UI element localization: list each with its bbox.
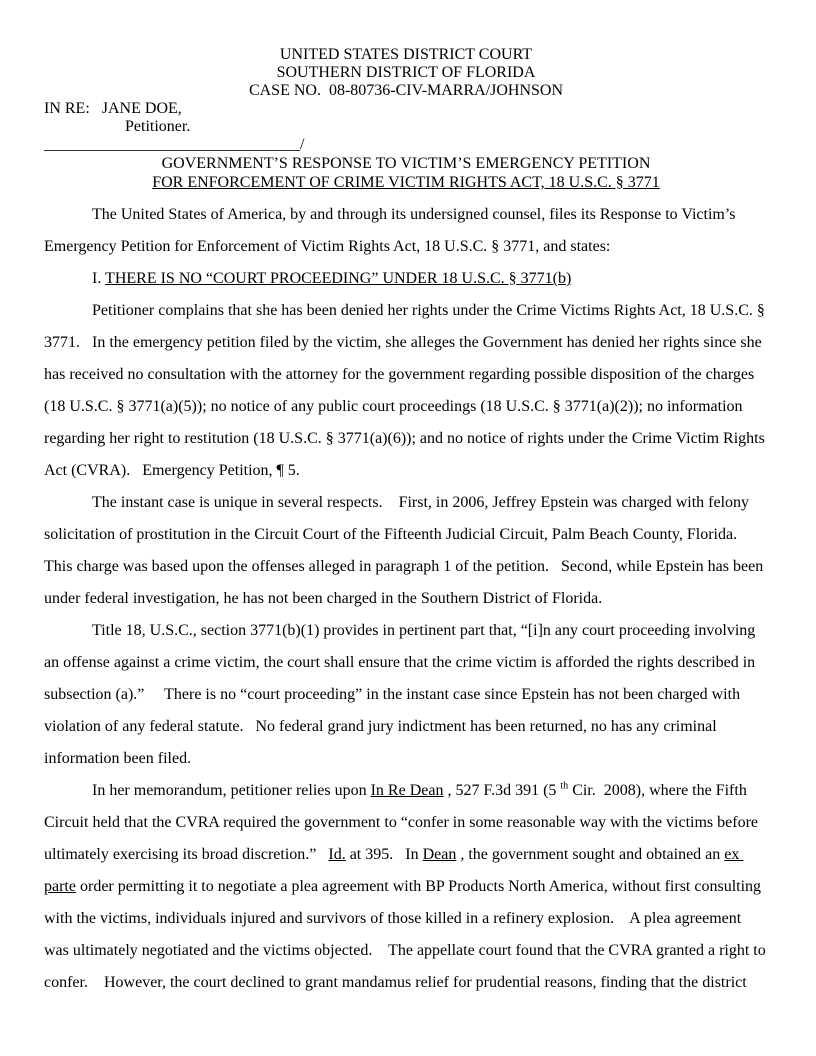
case-caption — [44, 100, 768, 154]
text-segment: In her memorandum, petitioner relies upon — [92, 782, 371, 799]
paragraph-in-re-dean — [44, 775, 768, 999]
text-segment: The United States of America, by and through its undersigned counsel, files its Response to Victim’s Emergency Petition for Enforcement of Victim Rights Act, 18 U.S.C. § 3771, and states: — [44, 206, 740, 255]
paragraph-intro — [44, 199, 768, 263]
caption-separator: ________________________________/ — [44, 136, 305, 153]
text-segment: order permitting it to negotiate a plea agreement with BP Products North America, without first consulting with the victims, individuals injured and survivors of those killed in a refinery explosion. A plea agreement was ultimately negotiated and the victims objected. The appellate court found that the CVRA granted a right to confer. However, the court declined to grant mandamus relief for prudential reasons, finding that the district — [44, 878, 770, 991]
underlined-text: Id. — [328, 846, 346, 863]
text-segment: , 527 F.3d 391 (5 — [443, 782, 561, 799]
paragraph-instant-case — [44, 487, 768, 615]
underlined-text: Dean — [422, 846, 457, 863]
text-segment: Cir. 2008), where the Fifth Circuit held that the CVRA required the government to “confer in some reasonable way with the victims before ultimately exercising its broad discretion.” — [44, 782, 763, 863]
text-segment: at 395. In — [345, 846, 423, 863]
underlined-text: THERE IS NO “COURT PROCEEDING” UNDER 18 U.S.C. § 3771(b) — [105, 270, 572, 287]
document-title-line1: GOVERNMENT’S RESPONSE TO VICTIM’S EMERGENCY PETITION — [161, 155, 651, 172]
underlined-text: In Re Dean — [370, 782, 444, 799]
document-title — [44, 154, 768, 192]
superscript-text: th — [560, 780, 569, 792]
document-body — [44, 199, 768, 999]
text-segment: Title 18, U.S.C., section 3771(b)(1) provides in pertinent part that, “[i]n any court proceeding involving an offense against a crime victim, the court shall ensure that the crime victim is afforded the rights described in subsection (a).” There is no “court proceeding” in the instant case since Epstein has not been charged with violation of any federal statute. No federal grand jury indictment has been returned, no has any criminal information been filed. — [44, 622, 760, 767]
paragraph-complaint — [44, 295, 768, 487]
case-number: CASE NO. 08-80736-CIV-MARRA/JOHNSON — [248, 82, 564, 99]
caption-petitioner: Petitioner. — [125, 118, 191, 135]
section-heading — [44, 263, 768, 295]
text-segment: Petitioner complains that she has been denied her rights under the Crime Victims Rights Act, 18 U.S.C. § 3771. In the emergency petition filed by the victim, she alleges the Government has denied her rights since she has received no consultation with the attorney for the government regarding possible disposition of the charges (18 U.S.C. § 3771(a)(5)); no notice of any public court proceedings (18 U.S.C. § 3771(a)(2)); no information regarding her right to restitution (18 U.S.C. § 3771(a)(6)); and no notice of rights under the Crime Victim Rights Act (CVRA). Emergency Petition, ¶ 5. — [44, 302, 769, 479]
court-name: UNITED STATES DISTRICT COURT — [279, 46, 533, 63]
text-segment: , the government sought and obtained an — [456, 846, 725, 863]
text-segment: The instant case is unique in several respects. First, in 2006, Jeffrey Epstein was charged with felony solicitation of prostitution in the Circuit Court of the Fifteenth Judicial Circuit, Palm Beach County, Florida. This charge was based upon the offenses alleged in paragraph 1 of the petition. Second, while Epstein has been under federal investigation, he has not been charged in the Southern District of Florida. — [44, 494, 768, 607]
document-title-line2: FOR ENFORCEMENT OF CRIME VICTIM RIGHTS ACT, 18 U.S.C. § 3771 — [152, 174, 660, 191]
caption-in-re: IN RE: JANE DOE, — [44, 100, 182, 117]
text-segment: I. — [92, 270, 106, 287]
underlined-text: ex parte — [44, 846, 744, 895]
court-district: SOUTHERN DISTRICT OF FLORIDA — [276, 64, 536, 81]
court-header — [44, 46, 768, 100]
paragraph-title-18 — [44, 615, 768, 775]
